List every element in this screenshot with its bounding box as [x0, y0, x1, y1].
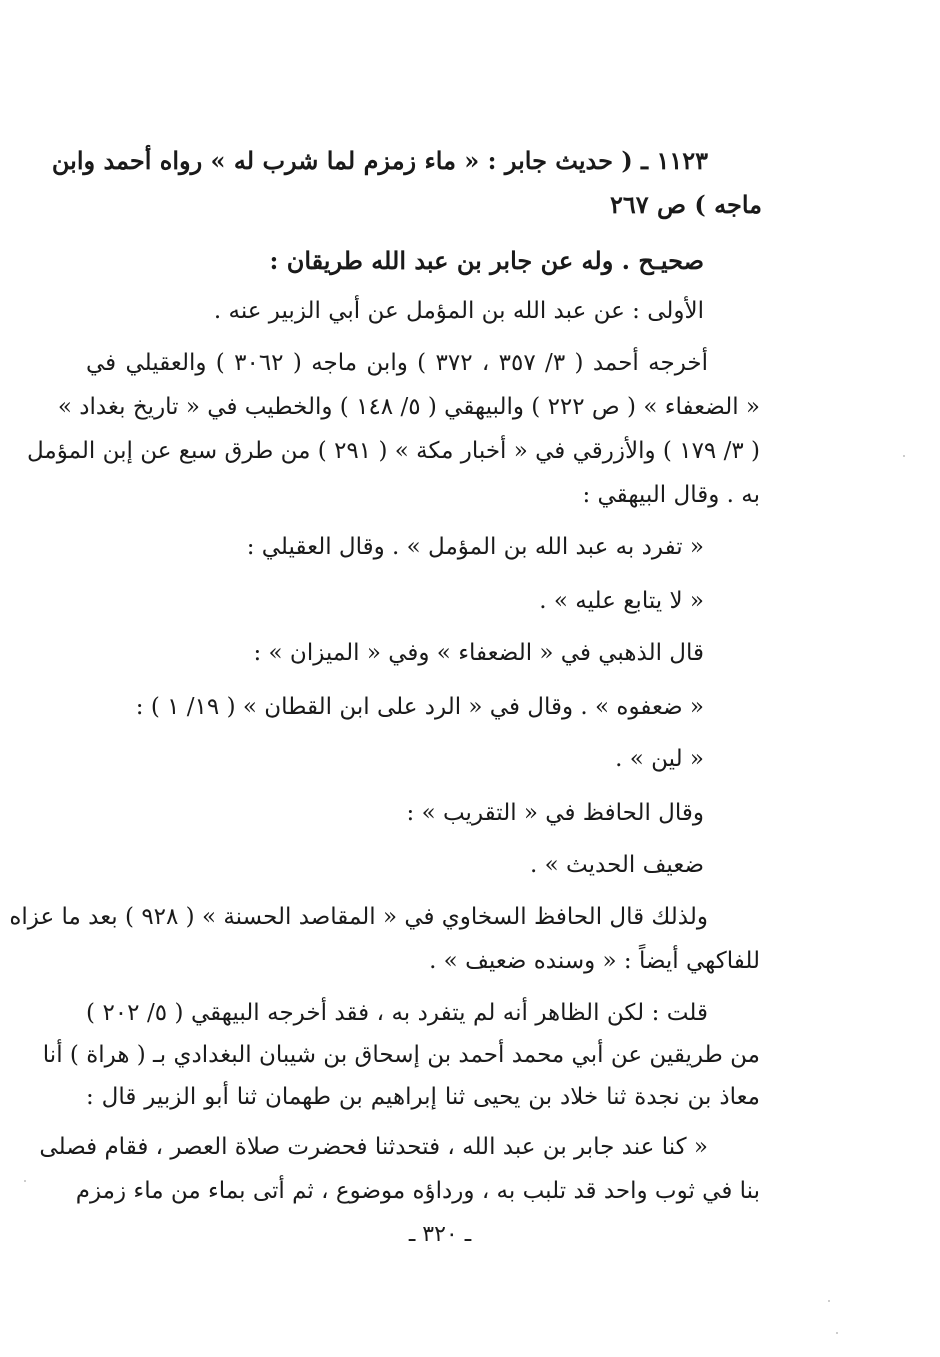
first-route-line: الأولى : عن عبد الله بن المؤمل عن أبي الزبير عنه . — [213, 298, 704, 324]
verdict-line: صحيـح . وله عن جابر بن عبد الله طريقان : — [269, 246, 704, 275]
scan-speck — [836, 1332, 838, 1334]
entry-heading-line-2: ماجه ) ص ٢٦٧ — [610, 190, 762, 219]
page-number: ـ ٣٢٠ ـ — [408, 1222, 472, 1247]
quote-line-2: « لا يتابع عليه » . — [539, 588, 704, 614]
paragraph-1-line-4: به . وقال البيهقي : — [582, 482, 760, 508]
quote-line-6: وقال الحافظ في « التقريب » : — [406, 800, 704, 826]
paragraph-3-line-3: معاذ بن نجدة ثنا خلاد بن يحيى ثنا إبراهيم بن طهمان ثنا أبو الزبير قال : — [86, 1084, 760, 1110]
paragraph-4-line-2: بنا في ثوب واحد قد تلبب به ، ورداؤه موضوع ، ثم أتى بماء من ماء زمزم — [75, 1178, 760, 1204]
scan-speck — [24, 1180, 26, 1182]
paragraph-1-line-2: « الضعفاء » ( ص ٢٢٢ ) والبيهقي ( ٥/ ١٤٨ ) والخطيب في « تاريخ بغداد » — [57, 394, 760, 420]
paragraph-3-line-1: قلت : لكن الظاهر أنه لم يتفرد به ، فقد أخرجه البيهقي ( ٥/ ٢٠٢ ) — [86, 1000, 708, 1026]
quote-line-4: « ضعفوه » . وقال في « الرد على ابن القطان » ( ١٩/ ١ ) : — [135, 694, 704, 720]
paragraph-3-line-2: من طريقين عن أبي محمد أحمد بن إسحاق بن شيبان البغدادي بـ ( هراة ) أنا — [42, 1042, 760, 1068]
quote-line-7: ضعيف الحديث » . — [530, 852, 704, 878]
quote-line-3: قال الذهبي في « الضعفاء » وفي « الميزان » : — [253, 640, 704, 666]
paragraph-2-line-2: للفاكهي أيضاً : « وسنده ضعيف » . — [429, 948, 760, 974]
scan-speck — [828, 1300, 830, 1302]
paragraph-4-line-1: « كنا عند جابر بن عبد الله ، فتحدثنا فحضرت صلاة العصر ، فقام فصلى — [39, 1134, 708, 1160]
paragraph-1-line-3: ( ٣/ ١٧٩ ) والأزرقي في « أخبار مكة » ( ٢٩١ ) من طرق سبع عن إبن المؤمل — [26, 438, 760, 464]
entry-heading-line-1: ١١٢٣ ـ ( حديث جابر : « ماء زمزم لما شرب له » رواه أحمد وابن — [51, 146, 708, 175]
scan-speck — [903, 455, 905, 457]
quote-line-5: « لين » . — [615, 746, 704, 772]
paragraph-2-line-1: ولذلك قال الحافظ السخاوي في « المقاصد الحسنة » ( ٩٢٨ ) بعد ما عزاه — [9, 904, 708, 930]
paragraph-1-line-1: أخرجه أحمد ( ٣/ ٣٥٧ ، ٣٧٢ ) وابن ماجه ( ٣٠٦٢ ) والعقيلي في — [86, 350, 708, 376]
quote-line-1: « تفرد به عبد الله بن المؤمل » . وقال العقيلي : — [246, 534, 704, 560]
